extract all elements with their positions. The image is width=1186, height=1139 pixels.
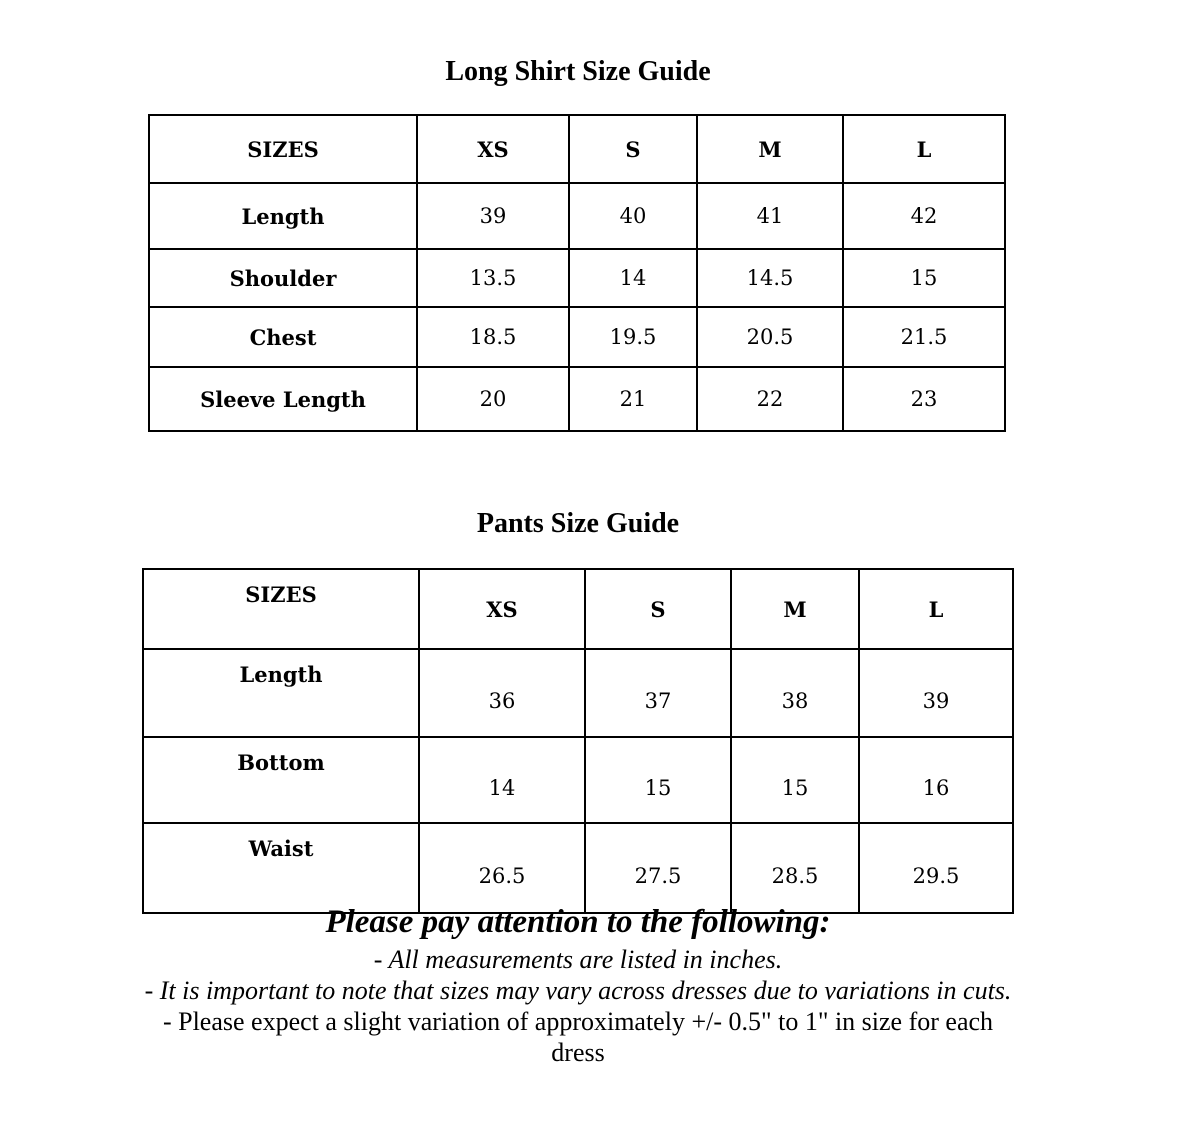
table-cell: 29.5 <box>859 823 1013 913</box>
table-header-row <box>143 569 1013 649</box>
table-cell: 39 <box>417 183 569 249</box>
shirt-size-guide-title: Long Shirt Size Guide <box>445 56 711 87</box>
table-cell: 14.5 <box>697 249 843 307</box>
header-cell-s: S <box>585 569 731 649</box>
table-cell: 41 <box>697 183 843 249</box>
header-cell-l: L <box>859 569 1013 649</box>
header-cell-m: M <box>731 569 859 649</box>
table-cell: 13.5 <box>417 249 569 307</box>
note-expect-variation: - Please expect a slight variation of approximately +/- 0.5" to 1" in size for each <box>162 1007 994 1036</box>
table-cell: 28.5 <box>731 823 859 913</box>
row-label: Length <box>149 183 417 249</box>
notes-section <box>0 900 1156 1068</box>
note-expect-variation-continued: dress <box>551 1038 605 1067</box>
table-cell: 27.5 <box>585 823 731 913</box>
header-cell-sizes: SIZES <box>143 569 419 649</box>
row-label: Shoulder <box>149 249 417 307</box>
table-row <box>149 367 1005 431</box>
table-cell: 15 <box>731 737 859 823</box>
table-cell: 14 <box>419 737 585 823</box>
table-cell: 36 <box>419 649 585 737</box>
row-label: Bottom <box>143 737 419 823</box>
row-label: Length <box>143 649 419 737</box>
table-cell: 21 <box>569 367 697 431</box>
table-header-row <box>149 115 1005 183</box>
table-cell: 39 <box>859 649 1013 737</box>
row-label: Sleeve Length <box>149 367 417 431</box>
note-measurements: - All measurements are listed in inches. <box>373 945 783 974</box>
header-cell-s: S <box>569 115 697 183</box>
table-cell: 38 <box>731 649 859 737</box>
table-cell: 22 <box>697 367 843 431</box>
table-cell: 20.5 <box>697 307 843 367</box>
header-cell-sizes: SIZES <box>149 115 417 183</box>
note-size-variation: - It is important to note that sizes may vary across dresses due to variations in cuts. <box>144 976 1012 1005</box>
table-row <box>143 649 1013 737</box>
table-cell: 19.5 <box>569 307 697 367</box>
table-cell: 42 <box>843 183 1005 249</box>
table-row <box>143 737 1013 823</box>
table-cell: 26.5 <box>419 823 585 913</box>
header-cell-l: L <box>843 115 1005 183</box>
shirt-size-table <box>148 114 1006 432</box>
table-cell: 20 <box>417 367 569 431</box>
row-label: Chest <box>149 307 417 367</box>
table-cell: 15 <box>843 249 1005 307</box>
table-row <box>149 183 1005 249</box>
table-cell: 16 <box>859 737 1013 823</box>
header-cell-xs: XS <box>417 115 569 183</box>
table-row <box>149 307 1005 367</box>
table-cell: 23 <box>843 367 1005 431</box>
row-label: Waist <box>143 823 419 913</box>
pants-size-table <box>142 568 1014 914</box>
table-cell: 21.5 <box>843 307 1005 367</box>
table-cell: 40 <box>569 183 697 249</box>
table-cell: 14 <box>569 249 697 307</box>
header-cell-m: M <box>697 115 843 183</box>
pants-size-guide-title: Pants Size Guide <box>476 508 680 539</box>
table-row <box>149 249 1005 307</box>
table-cell: 15 <box>585 737 731 823</box>
notes-heading: Please pay attention to the following: <box>325 904 831 940</box>
table-cell: 18.5 <box>417 307 569 367</box>
table-cell: 37 <box>585 649 731 737</box>
header-cell-xs: XS <box>419 569 585 649</box>
